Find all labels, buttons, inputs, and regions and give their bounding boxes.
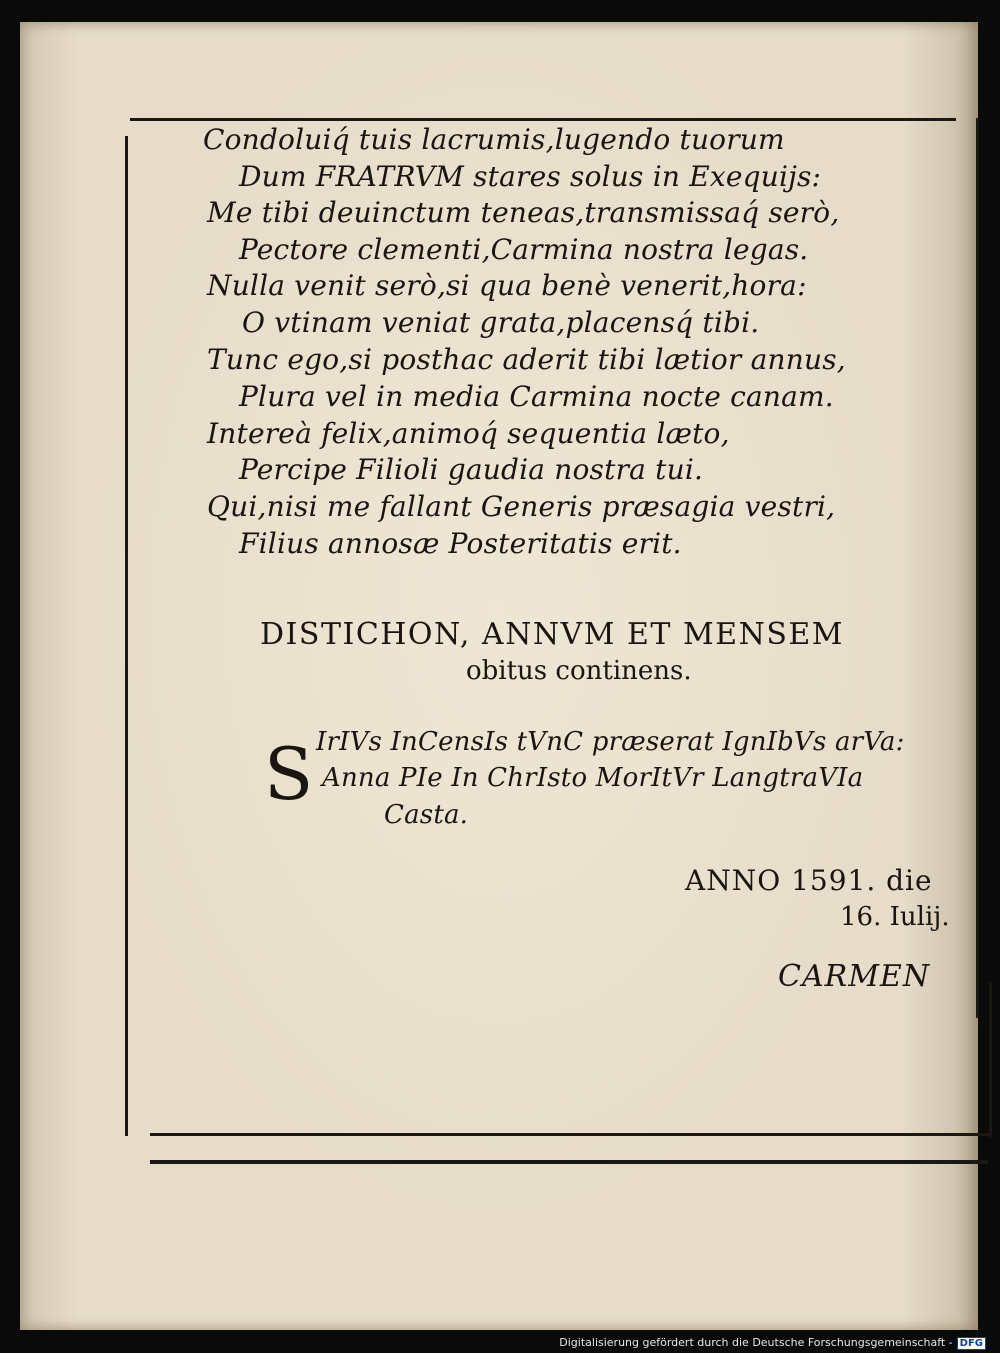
frame-rule-right [976, 118, 979, 1018]
verse-line: Nulla venit serò,si qua benè venerit,hora: [207, 269, 807, 302]
frame-rule-top [130, 118, 956, 121]
dfg-logo-icon: DFG [957, 1337, 986, 1350]
frame-rule-bottom-double [150, 1160, 988, 1164]
verse-line: Tunc ego,si posthac aderit tibi lætior annus, [207, 343, 846, 376]
chronogram-line: Casta. [384, 800, 469, 830]
date-line: ANNO 1591. die [685, 864, 933, 897]
verse-line: Me tibi deuinctum teneas,transmissaq́ serò, [207, 196, 840, 229]
catchword: CARMEN [778, 959, 931, 994]
frame-rule-bottom [150, 1133, 990, 1136]
frame-rule-left [125, 136, 128, 1136]
book-page [20, 22, 978, 1330]
digitization-credit [559, 1336, 986, 1350]
footer-text: Digitalisierung gefördert durch die Deutsche Forschungsgemeinschaft - [559, 1336, 953, 1349]
verse-line: Filius annosæ Posteritatis erit. [239, 527, 682, 560]
verse-line: Dum FRATRVM stares solus in Exequijs: [239, 160, 822, 193]
verse-line: Condoluiq́ tuis lacrumis,lugendo tuorum [203, 123, 785, 156]
frame-rule-right-lower [989, 982, 992, 1137]
chronogram-line: Anna PIe In ChrIsto MorItVr LangtraVIa [322, 763, 864, 793]
verse-line: Intereà felix,animoq́ sequentia læto, [207, 417, 730, 450]
verse-line: Percipe Filioli gaudia nostra tui. [239, 453, 704, 486]
date-line: 16. Iulij. [840, 902, 950, 932]
chronogram-line: IrIVs InCensIs tVnC præserat IgnIbVs arVa: [316, 727, 905, 757]
distichon-subheading: obitus continens. [466, 656, 692, 686]
drop-cap: S [264, 732, 314, 816]
verse-line: O vtinam veniat grata,placensq́ tibi. [242, 306, 760, 339]
distichon-heading: DISTICHON, ANNVM ET MENSEM [260, 617, 844, 652]
verse-line: Plura vel in media Carmina nocte canam. [239, 380, 834, 413]
verse-line: Pectore clementi,Carmina nostra legas. [239, 233, 809, 266]
verse-line: Qui,nisi me fallant Generis præsagia vestri, [207, 490, 836, 523]
